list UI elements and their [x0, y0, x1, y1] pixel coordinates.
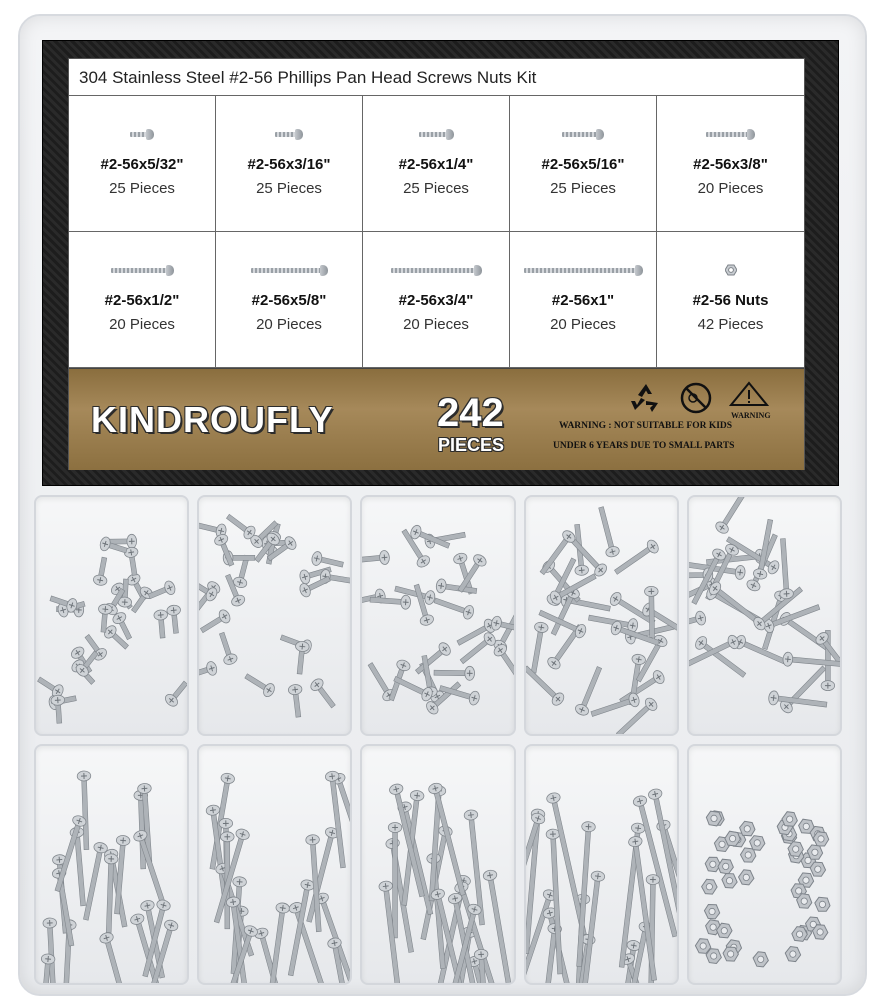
size-label: #2-56x3/8" — [693, 156, 768, 173]
size-label: #2-56x1" — [551, 292, 615, 309]
screw-icon — [216, 262, 362, 278]
size-label: #2-56x3/4" — [398, 292, 474, 309]
screws-pile — [362, 497, 513, 734]
compartment — [524, 744, 679, 985]
screws-pile — [362, 746, 513, 983]
screw-icon — [363, 262, 509, 278]
brand-name: KINDROUFLY — [91, 399, 334, 440]
total-count: 242 — [437, 391, 504, 435]
size-label: #2-56x1/2" — [104, 292, 180, 309]
screws-pile — [36, 497, 187, 734]
screws-pile — [689, 497, 840, 734]
nuts-pile — [689, 746, 840, 983]
compartment — [524, 495, 679, 736]
count-label: 42 Pieces — [697, 316, 764, 333]
label-card — [68, 58, 805, 470]
compartment — [360, 744, 515, 985]
brand-banner — [69, 368, 804, 470]
screw-icon — [363, 126, 509, 142]
screws-pile — [199, 497, 350, 734]
no-mouth-icon — [679, 381, 713, 415]
size-cell — [363, 96, 510, 232]
screws-pile — [199, 746, 350, 983]
size-cell — [657, 232, 804, 368]
count-label: 25 Pieces — [109, 180, 175, 197]
size-label: #2-56x5/8" — [251, 292, 327, 309]
warning-triangle-icon — [729, 381, 769, 415]
warning-icon-label: WARNING — [731, 411, 771, 420]
compartment — [360, 495, 515, 736]
compartment — [197, 744, 352, 985]
size-cell — [510, 96, 657, 232]
screws-pile — [526, 497, 677, 734]
count-label: 20 Pieces — [697, 180, 764, 197]
count-label: 20 Pieces — [550, 316, 616, 333]
size-grid — [69, 96, 804, 368]
count-label: 20 Pieces — [256, 316, 322, 333]
screw-icon — [510, 126, 656, 142]
compartment — [197, 495, 352, 736]
count-label: 20 Pieces — [109, 316, 175, 333]
size-cell — [510, 232, 657, 368]
safety-icons — [629, 381, 789, 421]
screw-icon — [69, 262, 215, 278]
warning-line-2: UNDER 6 YEARS DUE TO SMALL PARTS — [553, 441, 735, 451]
size-label: #2-56x5/16" — [541, 156, 625, 173]
size-cell — [216, 232, 363, 368]
count-label: 25 Pieces — [256, 180, 322, 197]
size-cell — [216, 96, 363, 232]
compartment — [687, 495, 842, 736]
compartment — [687, 744, 842, 985]
screw-icon — [657, 126, 804, 142]
compartment — [34, 744, 189, 985]
size-cell — [69, 96, 216, 232]
screw-icon — [69, 126, 215, 142]
size-cell — [657, 96, 804, 232]
size-label: #2-56x3/16" — [247, 156, 331, 173]
nut-icon — [657, 262, 804, 278]
size-label: #2-56x1/4" — [398, 156, 474, 173]
compartment — [34, 495, 189, 736]
screws-pile — [526, 746, 677, 983]
total-label: PIECES — [438, 435, 505, 455]
recycle-icon — [629, 381, 663, 415]
count-label: 20 Pieces — [403, 316, 469, 333]
screw-icon — [216, 126, 362, 142]
size-label: #2-56 Nuts — [692, 292, 769, 309]
screws-pile — [36, 746, 187, 983]
warning-line-1: WARNING : NOT SUITABLE FOR KIDS — [559, 421, 733, 431]
compartment-tray — [34, 495, 842, 985]
size-label: #2-56x5/32" — [100, 156, 184, 173]
count-label: 25 Pieces — [550, 180, 616, 197]
size-cell — [69, 232, 216, 368]
size-cell — [363, 232, 510, 368]
screw-icon — [510, 262, 656, 278]
product-title: 304 Stainless Steel #2-56 Phillips Pan Head Screws Nuts Kit — [69, 59, 804, 96]
count-label: 25 Pieces — [403, 180, 469, 197]
